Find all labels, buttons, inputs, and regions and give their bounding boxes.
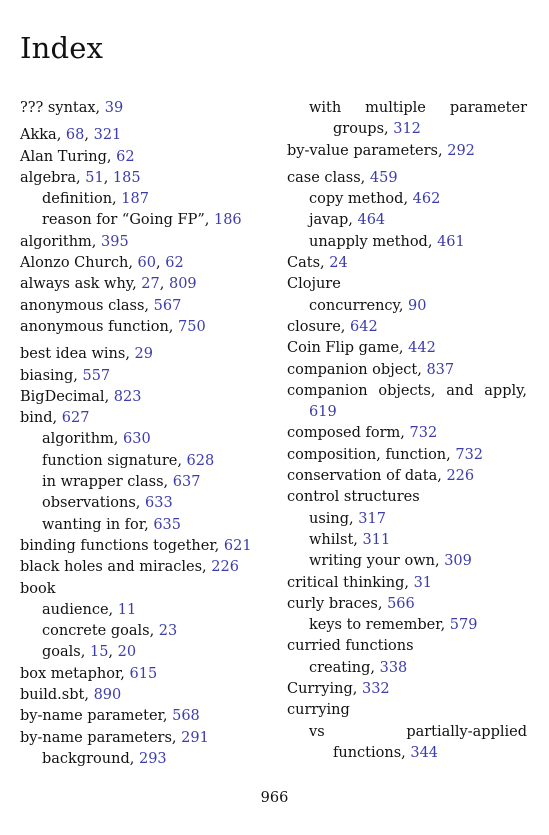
page-link[interactable]: 637 bbox=[172, 474, 201, 491]
page-link[interactable]: 23 bbox=[158, 623, 178, 640]
index-term: Cats, bbox=[287, 255, 330, 272]
page-title: Index bbox=[20, 31, 104, 66]
page-link[interactable]: 395 bbox=[101, 233, 129, 250]
page-link[interactable]: 31 bbox=[413, 574, 433, 591]
page-link[interactable]: 732 bbox=[455, 446, 484, 463]
index-term: creating, bbox=[309, 659, 380, 676]
index-term: anonymous class, bbox=[20, 297, 154, 314]
index-term: composed form, bbox=[287, 425, 410, 442]
page-link[interactable]: 29 bbox=[134, 346, 153, 363]
index-term: curly braces, bbox=[287, 595, 388, 612]
index-entry bbox=[20, 274, 270, 295]
index-term: algorithm, bbox=[42, 431, 123, 448]
page-link[interactable]: 579 bbox=[449, 617, 478, 634]
page-link[interactable]: 567 bbox=[153, 297, 182, 314]
page-link[interactable]: 317 bbox=[358, 510, 386, 527]
index-term: build.sbt, bbox=[20, 687, 94, 704]
index-entry bbox=[20, 98, 270, 119]
index-term: by-name parameter, bbox=[20, 708, 173, 725]
index-term: wanting in for, bbox=[42, 516, 154, 533]
page-separator: , bbox=[103, 169, 113, 186]
index-entry bbox=[20, 557, 270, 578]
index-entry bbox=[287, 381, 527, 424]
index-term: black holes and miracles, bbox=[20, 559, 212, 576]
page-link[interactable]: 823 bbox=[113, 388, 142, 405]
index-subentry bbox=[20, 600, 270, 621]
page-link[interactable]: 27 bbox=[141, 276, 160, 293]
index-term: in wrapper class, bbox=[42, 474, 173, 491]
page-link[interactable]: 292 bbox=[447, 142, 475, 159]
index-term: writing your own, bbox=[309, 553, 445, 570]
page-link[interactable]: 615 bbox=[129, 665, 158, 682]
page-link[interactable]: 750 bbox=[178, 318, 206, 335]
index-entry bbox=[287, 573, 527, 594]
page-link[interactable]: 732 bbox=[409, 425, 438, 442]
index-term: curried functions bbox=[287, 638, 414, 655]
index-term: unapply method, bbox=[309, 233, 438, 250]
index-term: Coin Flip game, bbox=[287, 340, 409, 357]
index-term: background, bbox=[42, 750, 139, 767]
index-term: case class, bbox=[287, 169, 370, 186]
index-term: book bbox=[20, 580, 56, 597]
page-link[interactable]: 809 bbox=[168, 276, 197, 293]
index-term: bind, bbox=[20, 410, 62, 427]
index-subentry bbox=[287, 296, 527, 317]
index-entry bbox=[20, 232, 270, 253]
page-link[interactable]: 309 bbox=[444, 553, 472, 570]
page-number: 966 bbox=[260, 790, 289, 806]
index-entry bbox=[20, 296, 270, 317]
index-term: audience, bbox=[42, 601, 118, 618]
index-term: closure, bbox=[287, 318, 350, 335]
page-link[interactable]: 291 bbox=[181, 729, 209, 746]
index-term: reason for “Going FP”, bbox=[42, 212, 214, 229]
index-entry bbox=[287, 487, 527, 508]
index-term: binding functions together, bbox=[20, 537, 224, 554]
index-subentry bbox=[20, 210, 270, 231]
index-term: control structures bbox=[287, 489, 420, 506]
page-link[interactable]: 90 bbox=[408, 297, 427, 314]
page-link[interactable]: 442 bbox=[408, 340, 436, 357]
index-entry bbox=[20, 387, 270, 408]
index-term: biasing, bbox=[20, 367, 83, 384]
index-entry bbox=[287, 317, 527, 338]
page-link[interactable]: 187 bbox=[121, 191, 149, 208]
page-link[interactable]: 321 bbox=[93, 127, 122, 144]
index-term: whilst, bbox=[309, 531, 363, 548]
index-term: ??? syntax, bbox=[20, 100, 105, 116]
page-link[interactable]: 619 bbox=[309, 404, 337, 421]
page-link[interactable]: 837 bbox=[426, 361, 455, 378]
index-term: keys to remember, bbox=[309, 617, 450, 634]
index-entry bbox=[20, 536, 270, 557]
index-entry bbox=[287, 360, 527, 381]
index-entry bbox=[20, 125, 270, 146]
page-link[interactable]: 344 bbox=[410, 744, 439, 761]
page-link[interactable]: 628 bbox=[186, 452, 215, 469]
page-link[interactable]: 557 bbox=[82, 367, 111, 384]
index-term: definition, bbox=[42, 191, 122, 208]
index-entry bbox=[20, 344, 270, 365]
index-term: companion object, bbox=[287, 361, 427, 378]
index-entry bbox=[20, 147, 270, 168]
index-term: Alonzo Church, bbox=[20, 255, 138, 272]
page-link[interactable]: 566 bbox=[387, 595, 415, 612]
index-term: composition, function, bbox=[287, 446, 456, 463]
page-separator: , bbox=[84, 127, 94, 144]
index-subentry bbox=[20, 451, 270, 472]
page-link[interactable]: 11 bbox=[117, 601, 137, 618]
page-link[interactable]: 51 bbox=[85, 169, 104, 186]
index-term: algebra, bbox=[20, 169, 86, 186]
page-link[interactable]: 568 bbox=[172, 708, 200, 725]
page-separator: , bbox=[159, 276, 169, 293]
page-link[interactable]: 15 bbox=[89, 644, 109, 661]
index-entry bbox=[287, 445, 527, 466]
index-term: algorithm, bbox=[20, 233, 101, 250]
index-entry bbox=[287, 636, 527, 657]
index-entry bbox=[20, 408, 270, 429]
page-link[interactable]: 24 bbox=[329, 255, 348, 272]
page-link[interactable]: 621 bbox=[223, 537, 252, 554]
index-entry bbox=[287, 679, 527, 700]
index-term: BigDecimal, bbox=[20, 388, 114, 405]
index-entry bbox=[20, 253, 270, 274]
index-subentry bbox=[287, 189, 527, 210]
index-entry bbox=[287, 423, 527, 444]
page-link[interactable]: 332 bbox=[361, 681, 390, 698]
index-entry bbox=[20, 366, 270, 387]
page-link[interactable]: 311 bbox=[362, 531, 391, 548]
index-entry bbox=[287, 466, 527, 487]
index-entry bbox=[20, 728, 270, 749]
index-subentry bbox=[20, 515, 270, 536]
page-link[interactable]: 461 bbox=[437, 233, 465, 250]
index-subentry bbox=[20, 429, 270, 450]
index-term: goals, bbox=[42, 644, 90, 661]
page-link[interactable]: 642 bbox=[350, 318, 378, 335]
index-subentry bbox=[287, 98, 527, 141]
index-subentry bbox=[20, 749, 270, 770]
index-subentry bbox=[20, 621, 270, 642]
index-subentry bbox=[20, 493, 270, 514]
page-link[interactable]: 62 bbox=[116, 148, 135, 165]
index-term: Alan Turing, bbox=[20, 148, 117, 165]
index-entry bbox=[287, 274, 527, 295]
index-subentry bbox=[287, 551, 527, 572]
index-term: javap, bbox=[309, 212, 358, 229]
index-entry bbox=[287, 338, 527, 359]
index-column-right bbox=[287, 98, 527, 764]
index-term: observations, bbox=[42, 495, 145, 512]
index-entry bbox=[20, 664, 270, 685]
index-term: with multiple parameter groups, bbox=[309, 100, 527, 138]
index-term: concurrency, bbox=[309, 297, 409, 314]
index-subentry bbox=[20, 472, 270, 493]
index-term: conservation of data, bbox=[287, 468, 447, 485]
index-subentry bbox=[287, 210, 527, 231]
index-subentry bbox=[287, 232, 527, 253]
page-separator: , bbox=[156, 255, 166, 272]
index-subentry bbox=[287, 530, 527, 551]
index-entry bbox=[287, 253, 527, 274]
page-link[interactable]: 462 bbox=[412, 191, 441, 208]
index-term: Clojure bbox=[287, 276, 341, 293]
index-entry bbox=[20, 168, 270, 189]
page-link[interactable]: 312 bbox=[393, 121, 421, 138]
index-entry bbox=[20, 579, 270, 600]
page-link[interactable]: 39 bbox=[104, 100, 124, 116]
index-term: critical thinking, bbox=[287, 574, 414, 591]
page-link[interactable]: 338 bbox=[379, 659, 408, 676]
index-term: currying bbox=[287, 702, 350, 719]
page-link[interactable]: 62 bbox=[165, 255, 184, 272]
index-entry bbox=[287, 168, 527, 189]
page-link[interactable]: 459 bbox=[369, 169, 398, 186]
index-term: companion objects, and apply, bbox=[287, 382, 527, 399]
index-term: box metaphor, bbox=[20, 665, 130, 682]
index-subentry bbox=[20, 642, 270, 663]
page-link[interactable]: 226 bbox=[211, 559, 239, 576]
page-link[interactable]: 627 bbox=[61, 410, 90, 427]
index-term: using, bbox=[309, 510, 359, 527]
page-separator: , bbox=[108, 644, 118, 661]
index-term: always ask why, bbox=[20, 276, 142, 293]
index-term: by-value parameters, bbox=[287, 142, 448, 159]
index-subentry bbox=[287, 722, 527, 765]
index-subentry bbox=[287, 658, 527, 679]
index-subentry bbox=[20, 189, 270, 210]
index-term: concrete goals, bbox=[42, 623, 159, 640]
index-term: copy method, bbox=[309, 191, 413, 208]
page-link[interactable]: 186 bbox=[213, 212, 242, 229]
index-entry bbox=[20, 706, 270, 727]
index-term: function signature, bbox=[42, 452, 187, 469]
page-link[interactable]: 20 bbox=[117, 644, 137, 661]
index-term: vs partially-applied functions, bbox=[309, 723, 527, 761]
index-column-left bbox=[20, 98, 270, 770]
page-link[interactable]: 293 bbox=[138, 750, 167, 767]
index-term: Akka, bbox=[20, 127, 66, 144]
index-term: Currying, bbox=[287, 681, 362, 698]
page-link[interactable]: 630 bbox=[123, 431, 151, 448]
index-term: by-name parameters, bbox=[20, 729, 182, 746]
page-link[interactable]: 635 bbox=[153, 516, 182, 533]
page-link[interactable]: 68 bbox=[65, 127, 85, 144]
index-term: anonymous function, bbox=[20, 318, 179, 335]
index-term: best idea wins, bbox=[20, 346, 135, 363]
page-link[interactable]: 464 bbox=[357, 212, 386, 229]
page-link[interactable]: 60 bbox=[137, 255, 156, 272]
index-entry bbox=[287, 141, 527, 162]
index-entry bbox=[287, 594, 527, 615]
page-link[interactable]: 633 bbox=[145, 495, 173, 512]
page-link[interactable]: 226 bbox=[446, 468, 475, 485]
index-entry bbox=[287, 700, 527, 721]
page-link[interactable]: 185 bbox=[112, 169, 141, 186]
page-link[interactable]: 890 bbox=[93, 687, 122, 704]
index-subentry bbox=[287, 615, 527, 636]
index-entry bbox=[20, 317, 270, 338]
index-entry bbox=[20, 685, 270, 706]
index-subentry bbox=[287, 509, 527, 530]
